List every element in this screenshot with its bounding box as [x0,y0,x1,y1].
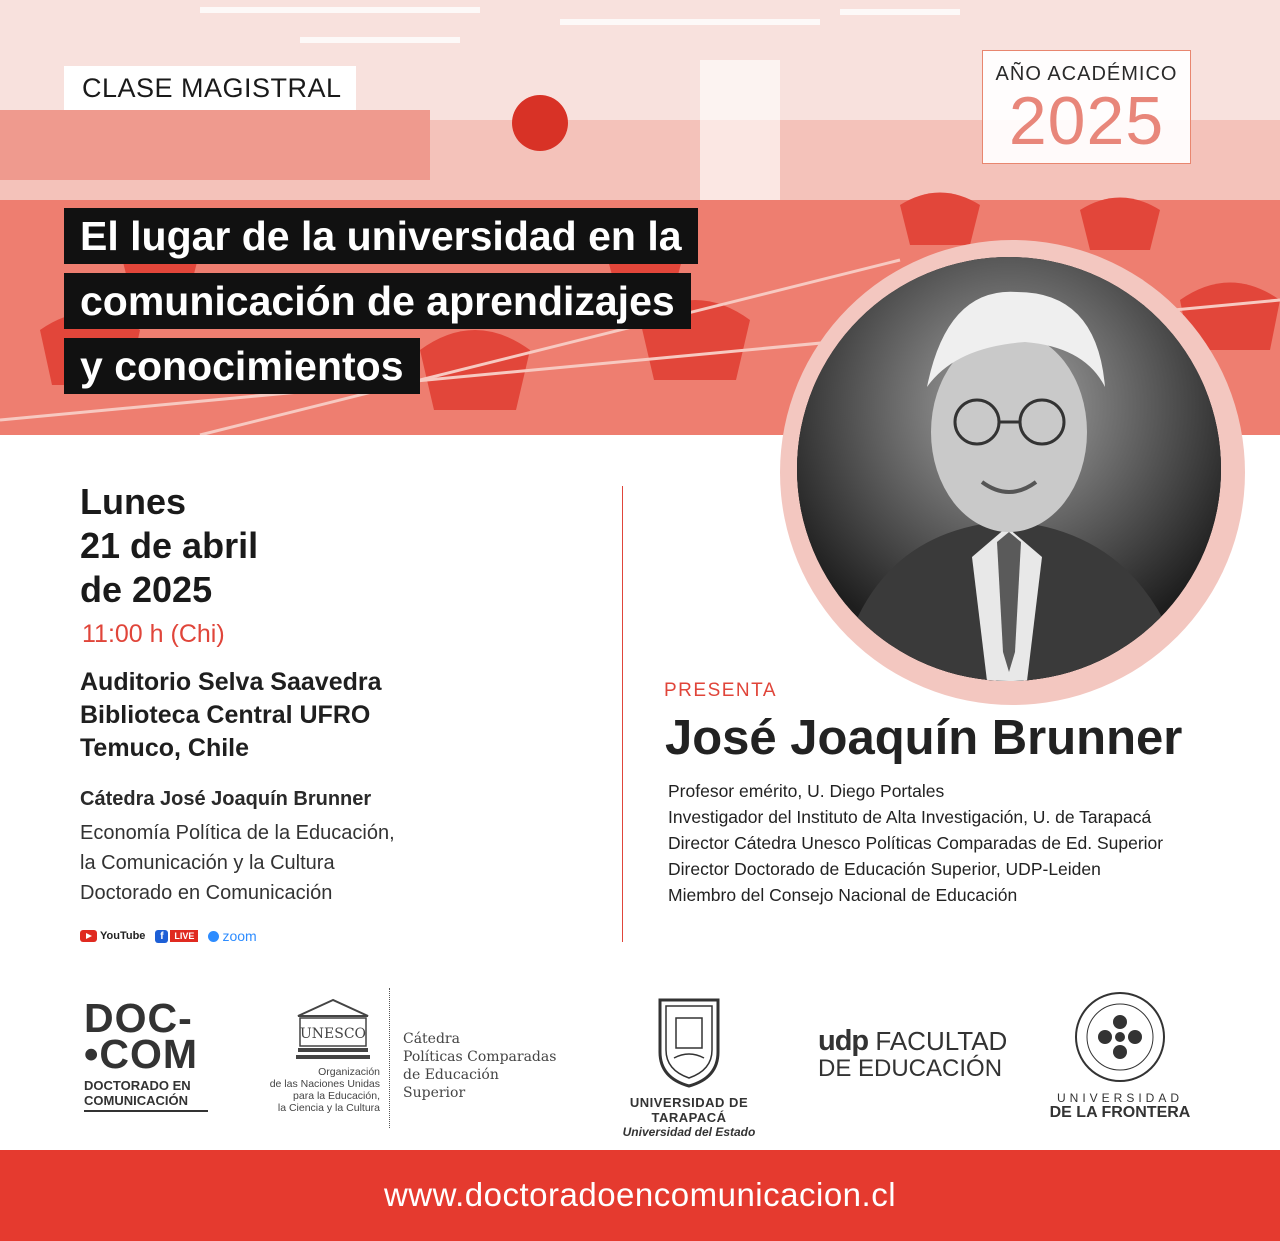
doccom-line2: •COM [84,1031,199,1077]
unesco-org-line: para la Educación, [293,1090,380,1102]
facebook-icon: f [155,930,168,943]
vertical-divider [622,486,623,942]
presenter-photo-image [797,257,1221,681]
doccom-logo [84,995,208,1112]
uta-logo [594,996,784,1139]
presenter-roles [668,778,1163,908]
venue-line: Biblioteca Central UFRO [80,701,371,729]
uta-tagline: Universidad del Estado [622,1125,756,1139]
presenter-label: PRESENTA [664,680,778,701]
chair-line: Doctorado en Comunicación [80,882,333,904]
unesco-logo [268,998,558,1128]
unesco-org-text [268,1066,380,1114]
presenter-name: José Joaquín Brunner [665,711,1183,765]
date-weekday: Lunes [80,481,187,522]
chair-description [80,818,395,908]
unesco-temple-icon [296,998,370,1064]
event-time: 11:00 h (Chi) [82,620,225,648]
unesco-separator [389,988,390,1128]
website-link[interactable]: www.doctoradoencomunicacion.cl [383,1176,897,1213]
event-venue [80,666,382,765]
doccom-sub-line: COMUNICACIÓN [84,1093,188,1108]
title-line-1: El lugar de la universidad en la [64,208,698,264]
unesco-org-line: de las Naciones Unidas [269,1078,380,1090]
zoom-logo [208,928,256,944]
unesco-org-line: Organización [318,1066,380,1078]
academic-year-label: AÑO ACADÉMICO [995,63,1178,85]
event-type-tag: CLASE MAGISTRAL [64,66,356,110]
unesco-chair-line: Cátedra [403,1031,460,1047]
zoom-icon [208,931,219,942]
unesco-chair-text [403,1030,558,1102]
udp-line2: DE EDUCACIÓN [818,1055,1003,1082]
chair-line: Economía Política de la Educación, [80,822,395,844]
uta-name: UNIVERSIDAD DE TARAPACÁ [629,1095,749,1125]
date-day-month: 21 de abril [80,525,259,566]
chair-line: la Comunicación y la Cultura [80,852,335,874]
presenter-role: Miembro del Consejo Nacional de Educación [668,885,1018,905]
ufro-line1: UNIVERSIDAD [1056,1091,1183,1105]
unesco-chair-line: Políticas Comparadas [403,1049,557,1065]
youtube-logo [80,930,145,942]
streaming-platforms [80,926,257,946]
ufro-seal-icon [1073,990,1167,1084]
unesco-chair-line: de Educación Superior [403,1067,499,1101]
venue-line: Auditorio Selva Saavedra [80,668,382,696]
date-year: de 2025 [80,569,213,610]
facebook-live-logo [155,930,198,943]
zoom-label: zoom [222,928,257,944]
doccom-line1: DOC- [84,995,193,1041]
ufro-line2: DE LA FRONTERA [1049,1104,1191,1121]
udp-brand: udp [818,1025,869,1057]
unesco-wordmark: UNESCO [299,1026,367,1042]
live-label: LIVE [170,930,198,942]
udp-line1: FACULTAD [875,1026,1008,1056]
presenter-role: Director Cátedra Unesco Políticas Comparadas de Ed. Superior [668,833,1164,853]
presenter-portrait [797,257,1221,681]
presenter-role: Investigador del Instituto de Alta Investigación, U. de Tarapacá [668,807,1152,827]
academic-year-number: 2025 [1008,83,1165,159]
event-date [80,480,258,612]
youtube-label: YouTube [100,930,146,942]
ufro-logo [1040,990,1200,1121]
presenter-role: Profesor emérito, U. Diego Portales [668,781,945,801]
venue-line: Temuco, Chile [80,734,250,762]
title-line-3: y conocimientos [64,338,420,394]
doccom-sub-line: DOCTORADO EN [84,1078,191,1093]
udp-logo [818,1027,1007,1083]
title-line-2: comunicación de aprendizajes [64,273,691,329]
presenter-role: Director Doctorado de Educación Superior, UDP-Leiden [668,859,1101,879]
uta-shield-icon [656,996,722,1088]
academic-year-box [982,50,1191,164]
youtube-icon [80,930,97,942]
unesco-org-line: la Ciencia y la Cultura [277,1102,380,1114]
chair-title: Cátedra José Joaquín Brunner [80,788,372,810]
doccom-subtitle [84,1078,208,1112]
footer-bar [0,1150,1280,1241]
